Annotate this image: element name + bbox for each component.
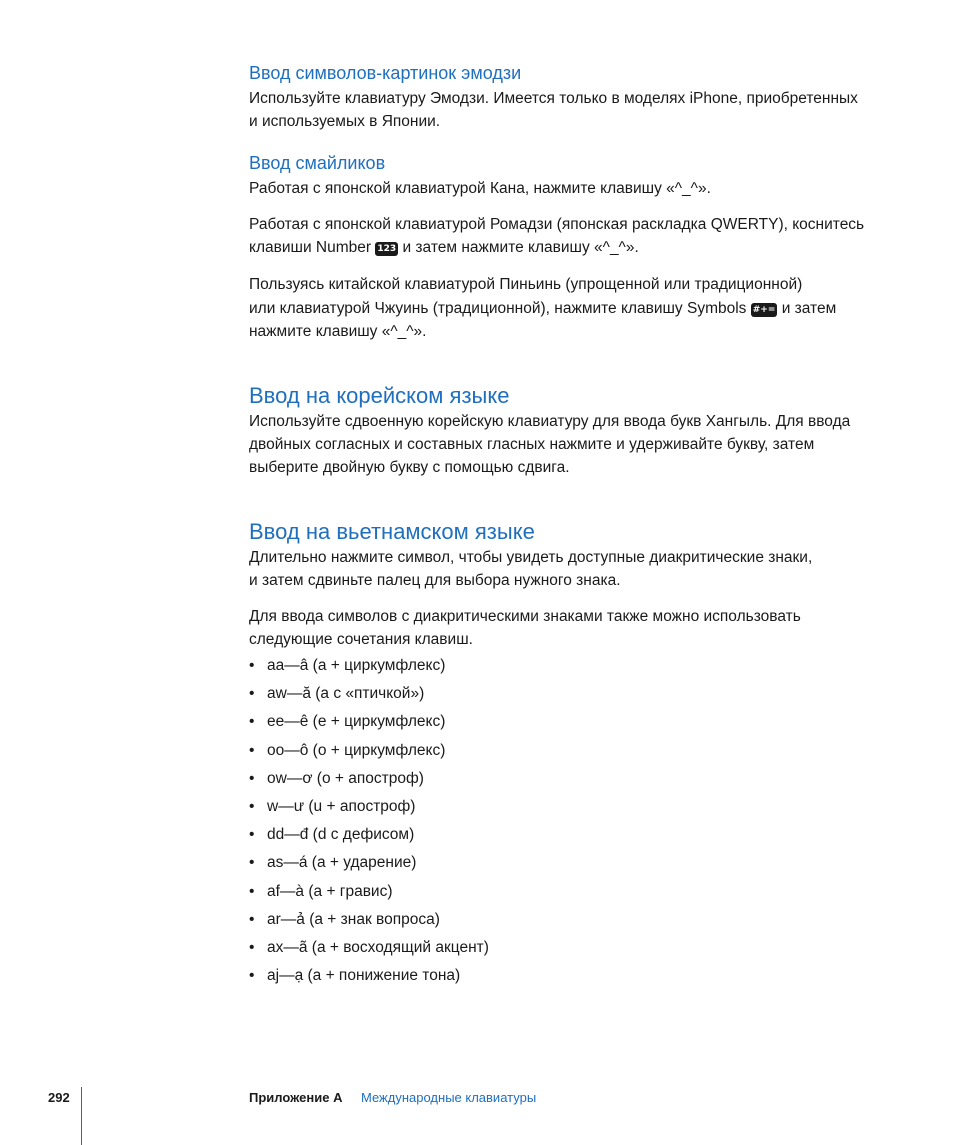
- list-item-text: ar—ả (a + знак вопроса): [267, 910, 440, 928]
- number-key-icon: 123: [377, 244, 397, 254]
- bullet-icon: •: [249, 882, 255, 900]
- emoji-text-line-2: и используемых в Японии.: [249, 113, 441, 130]
- list-item-text: w—ư (u + апостроф): [267, 797, 416, 815]
- korean-text-line-1: Используйте сдвоенную корейскую клавиатуру для ввода букв Хангыль. Для ввода: [249, 413, 851, 430]
- list-item: [249, 738, 489, 766]
- list-item: [249, 709, 489, 737]
- smileys-kana-text: Работая с японской клавиатурой Кана, нажмите клавишу «^_^».: [249, 180, 711, 197]
- smileys-pinyin-line-1: Пользуясь китайской клавиатурой Пиньинь (упрощенной или традиционной): [249, 276, 803, 293]
- smileys-pinyin-line-3: нажмите клавишу «^_^».: [249, 323, 427, 340]
- smileys-pinyin-line-2a: или клавиатурой Чжуинь (традиционной), нажмите клавишу Symbols: [249, 300, 747, 317]
- list-item: [249, 653, 489, 681]
- bullet-icon: •: [249, 910, 255, 928]
- list-item: [249, 794, 489, 822]
- smileys-pinyin-line-2: [249, 297, 836, 320]
- footer-chapter-title: Международные клавиатуры: [361, 1090, 537, 1105]
- list-item-text: aj—ạ (a + понижение тона): [267, 967, 461, 985]
- vietnamese-p1-line-1: Длительно нажмите символ, чтобы увидеть доступные диакритические знаки,: [249, 549, 813, 566]
- list-item-text: aa—â (a + циркумфлекс): [267, 657, 446, 674]
- korean-heading: Ввод на корейском языке: [249, 383, 510, 408]
- list-item-text: af—à (a + гравис): [267, 882, 393, 900]
- list-item-text: ow—ơ (o + апостроф): [267, 769, 424, 787]
- bullet-icon: •: [249, 826, 255, 844]
- bullet-icon: •: [249, 657, 255, 674]
- smileys-romaji-line-2a: клавиши Number: [249, 239, 372, 256]
- bullet-icon: •: [249, 938, 255, 956]
- page-number: 292: [48, 1090, 70, 1105]
- list-item: [249, 879, 489, 907]
- list-item: [249, 822, 489, 850]
- list-item: [249, 766, 489, 794]
- footer-divider: [81, 1087, 82, 1145]
- emoji-text-line-1: Используйте клавиатуру Эмодзи. Имеется только в моделях iPhone, приобретенных: [249, 90, 858, 107]
- list-item: [249, 907, 489, 935]
- vietnamese-p2-line-2: следующие сочетания клавиш.: [249, 631, 473, 648]
- list-item-text: oo—ô (o + циркумфлекс): [267, 741, 446, 759]
- korean-text-line-3: выберите двойную букву с помощью сдвига.: [249, 459, 570, 476]
- vietnamese-p2-line-1: Для ввода символов с диакритическими знаками также можно использовать: [249, 608, 801, 625]
- emoji-heading: Ввод символов-картинок эмодзи: [249, 63, 522, 83]
- bullet-icon: •: [249, 713, 255, 731]
- smileys-romaji-line-1: Работая с японской клавиатурой Ромадзи (японская раскладка QWERTY), коснитесь: [249, 216, 865, 233]
- korean-text-line-2: двойных согласных и составных гласных нажмите и удерживайте букву, затем: [249, 436, 815, 453]
- list-item-text: aw—ă (a с «птичкой»): [267, 685, 425, 703]
- bullet-icon: •: [249, 854, 255, 872]
- bullet-icon: •: [249, 741, 255, 759]
- list-item: [249, 681, 489, 709]
- vietnamese-heading: Ввод на вьетнамском языке: [249, 519, 535, 544]
- bullet-icon: •: [249, 967, 255, 985]
- bullet-icon: •: [249, 685, 255, 703]
- smileys-pinyin-line-2b: и затем: [781, 300, 837, 317]
- smileys-romaji-line-2b: и затем нажмите клавишу «^_^».: [402, 239, 639, 256]
- list-item: [249, 850, 489, 878]
- bullet-icon: •: [249, 769, 255, 787]
- smileys-heading: Ввод смайликов: [249, 153, 386, 173]
- list-item: [249, 963, 489, 991]
- smileys-romaji-line-2: [249, 236, 639, 259]
- footer-appendix-label: Приложение A: [249, 1090, 343, 1105]
- vietnamese-shortcut-list: [249, 653, 489, 991]
- list-item-text: ee—ê (e + циркумфлекс): [267, 713, 446, 731]
- list-item: [249, 935, 489, 963]
- symbols-key-icon: #+=: [752, 305, 776, 315]
- list-item-text: dd—đ (d с дефисом): [267, 826, 415, 844]
- list-item-text: as—á (a + ударение): [267, 854, 417, 872]
- vietnamese-p1-line-2: и затем сдвиньте палец для выбора нужного знака.: [249, 572, 621, 589]
- bullet-icon: •: [249, 797, 255, 815]
- list-item-text: ax—ã (a + восходящий акцент): [267, 938, 489, 956]
